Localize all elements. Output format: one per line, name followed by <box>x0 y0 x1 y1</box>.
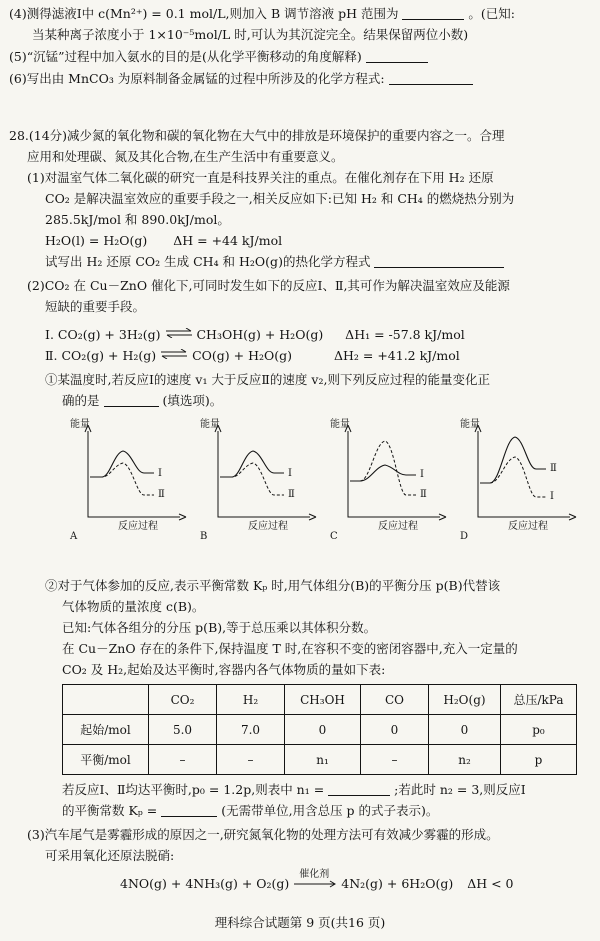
q27-line5: (5)“沉锰”过程中加入氨水的目的是(从化学平衡移动的角度解释) <box>9 49 428 65</box>
answer-blank-n1[interactable] <box>328 783 390 796</box>
q28-part2-sub2-line1: ②对于气体参加的反应,表示平衡常数 Kₚ 时,用气体组分(B)的平衡分压 p(B)代替该 <box>45 578 501 593</box>
table-cell: 起始/mol <box>63 715 149 745</box>
table-cell: 0 <box>361 715 429 745</box>
q28-part2-line2: 短缺的重要手段。 <box>45 299 146 314</box>
answer-blank-energy-option[interactable] <box>104 394 159 407</box>
q27-line6: (6)写出由 MnCO₃ 为原料制备金属锰的过程中所涉及的化学方程式: <box>9 71 473 87</box>
page-footer: 理科综合试题第 9 页(共16 页) <box>214 915 386 930</box>
q28-part2-sub2-question2: 的平衡常数 Kₚ = (无需带单位,用含总压 p 的式子表示)。 <box>62 803 439 818</box>
table-header-row <box>63 685 577 715</box>
table-header-cell: 总压/kPa <box>501 685 577 715</box>
q28-part3-line2: 可采用氧化还原法脱硝: <box>45 848 175 863</box>
q28-intro-line1: 28.(14分)减少氮的氧化物和碳的氧化物在大气中的排放是环境保护的重要内容之一。合理 <box>9 128 505 143</box>
equilibrium-arrow-icon <box>160 349 188 359</box>
reaction-2: Ⅱ. CO₂(g) + H₂(g) CO(g) + H₂O(g) ΔH₂ = +41.2 kJ/mol <box>45 348 460 363</box>
answer-blank-thermochemical[interactable] <box>374 255 504 268</box>
table-cell: – <box>217 745 285 775</box>
table-cell: 0 <box>429 715 501 745</box>
q28-part2-sub2-line3: 已知:气体各组分的分压 p(B),等于总压乘以其体积分数。 <box>62 620 377 635</box>
table-cell: p <box>501 745 577 775</box>
table-cell: 平衡/mol <box>63 745 149 775</box>
table-header-cell: H₂O(g) <box>429 685 501 715</box>
q28-part1-line3: 285.5kJ/mol 和 890.0kJ/mol。 <box>45 212 230 227</box>
reaction-1: Ⅰ. CO₂(g) + 3H₂(g) CH₃OH(g) + H₂O(g) ΔH₁ = -57.8 kJ/mol <box>45 327 465 342</box>
table-row <box>63 745 577 775</box>
table-cell: 5.0 <box>149 715 217 745</box>
table-cell: – <box>149 745 217 775</box>
q27-line4: (4)测得滤液Ⅰ中 c(Mn²⁺) = 0.1 mol/L,则加入 B 调节溶液 pH 范围为 。(已知: <box>9 6 516 21</box>
q28-part2-sub2-question1: 若反应Ⅰ、Ⅱ均达平衡时,p₀ = 1.2p,则表中 n₁ = ;若此时 n₂ = 3,则反应Ⅰ <box>62 782 526 797</box>
table-header-cell: CH₃OH <box>285 685 361 715</box>
q28-part1-line2: CO₂ 是解决温室效应的重要手段之一,相关反应如下:已知 H₂ 和 CH₄ 的燃烧热分别为 <box>45 191 515 206</box>
equilibrium-table <box>62 684 577 775</box>
q28-part2-sub2-line2: 气体物质的量浓度 c(B)。 <box>62 599 205 614</box>
table-header-cell: H₂ <box>217 685 285 715</box>
q28-part2-sub2-line4: 在 Cu－ZnO 存在的条件下,保持温度 T 时,在容积不变的密闭容器中,充入一定量的 <box>62 641 518 656</box>
table-cell: n₁ <box>285 745 361 775</box>
q28-part1-line1: (1)对温室气体二氧化碳的研究一直是科技界关注的重点。在催化剂存在下用 H₂ 还原 <box>27 170 494 185</box>
q28-part2-sub1-line2: 确的是 (填选项)。 <box>62 393 223 408</box>
reaction-arrow-icon <box>293 880 337 888</box>
table-cell: – <box>361 745 429 775</box>
table-header-cell: CO₂ <box>149 685 217 715</box>
q28-part2-sub2-line5: CO₂ 及 H₂,起始及达平衡时,容器内各气体物质的量如下表: <box>62 662 386 677</box>
answer-blank-ammonia[interactable] <box>366 50 428 63</box>
table-cell: 7.0 <box>217 715 285 745</box>
energy-diagram-a[interactable]: 能量 Ⅰ Ⅱ 反应过程 A <box>70 425 192 545</box>
answer-blank-mn-equation[interactable] <box>389 72 473 85</box>
table-cell: p₀ <box>501 715 577 745</box>
q27-line4-note: 当某种离子浓度小于 1×10⁻⁵mol/L 时,可认为其沉淀完全。结果保留两位小数) <box>32 27 469 42</box>
table-header-cell <box>63 685 149 715</box>
energy-diagram-b[interactable]: 能量 Ⅰ Ⅱ 反应过程 B <box>200 425 322 545</box>
q28-part2-line1: (2)CO₂ 在 Cu－ZnO 催化下,可同时发生如下的反应Ⅰ、Ⅱ,其可作为解决温室效应及能源 <box>27 278 510 293</box>
water-vaporization-equation: H₂O(l) = H₂O(g) ΔH = +44 kJ/mol <box>45 233 283 248</box>
q28-part2-sub1-line1: ①某温度时,若反应Ⅰ的速度 v₁ 大于反应Ⅱ的速度 v₂,则下列反应过程的能量变化正 <box>45 372 490 387</box>
q28-part1-line4: 试写出 H₂ 还原 CO₂ 生成 CH₄ 和 H₂O(g)的热化学方程式 <box>45 254 504 270</box>
energy-diagram-d[interactable]: 能量 Ⅱ Ⅰ 反应过程 D <box>460 425 582 545</box>
answer-blank-pH[interactable] <box>402 7 464 20</box>
table-cell: n₂ <box>429 745 501 775</box>
table-row <box>63 715 577 745</box>
q28-intro-line2: 应用和处理碳、氮及其化合物,在生产生活中有重要意义。 <box>27 149 344 164</box>
denitration-equation: 4NO(g) + 4NH₃(g) + O₂(g) 催化剂 4N₂(g) + 6H₂O(g) ΔH < 0 <box>120 869 514 891</box>
table-header-cell: CO <box>361 685 429 715</box>
q28-part3-line1: (3)汽车尾气是雾霾形成的原因之一,研究氮氧化物的处理方法可有效减少雾霾的形成。 <box>27 827 499 842</box>
table-cell: 0 <box>285 715 361 745</box>
answer-blank-kp[interactable] <box>161 804 217 817</box>
energy-diagram-c[interactable]: 能量 Ⅰ Ⅱ 反应过程 C <box>330 425 452 545</box>
equilibrium-arrow-icon <box>165 328 193 338</box>
